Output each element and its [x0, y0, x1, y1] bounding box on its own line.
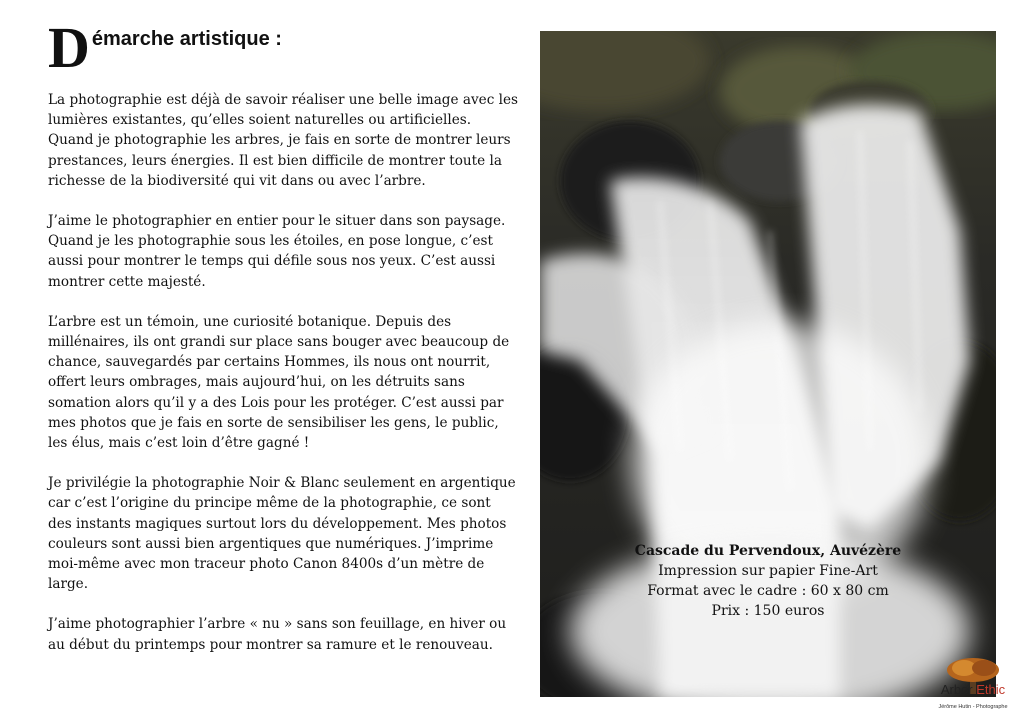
paragraph-5: J’aime photographier l’arbre « nu » sans son feuillage, en hiver ou au début du printemps pour montrer sa ramure et le renouveau.: [48, 616, 507, 653]
caption-title: Cascade du Pervendoux, Auvézère: [634, 543, 902, 559]
caption-print-info: Impression sur papier Fine-Art: [658, 563, 878, 579]
photo-caption: [540, 541, 996, 621]
paragraph-3: L’arbre est un témoin, une curiosité botanique. Depuis des millénaires, ils ont grandi sur place sans bouger avec beaucoup de chance, sauvegardés par certains Hommes, ils nous ont nourrit, offert leurs ombrages, mais aujourd’hui, on les détruits sans somation alors qu’il y a des Lois pour les protéger. C’est aussi par mes photos que je fais en sorte de sensibiliser les gens, le public, les élus, mais c’est loin d’être gagné !: [48, 313, 510, 452]
paragraph-2: J’aime le photographier en entier pour le situer dans son paysage. Quand je les photographie sous les étoiles, en pose longue, c’est aussi pour montrer le temps qui défile sous nos yeux. C’est aussi montrer cette majesté.: [48, 213, 506, 290]
text-column: [48, 15, 518, 675]
logo-name-part2: Ethic: [976, 682, 1006, 697]
title-dropcap: D: [48, 15, 90, 80]
caption-price: Prix : 150 euros: [711, 603, 825, 619]
page-title: [48, 15, 518, 80]
waterfall-photo: [540, 31, 996, 697]
title-text: émarche artistique :: [91, 28, 282, 50]
logo-subtitle: Jérôme Hutin - Photographe: [938, 704, 1008, 710]
brand-logo: [924, 656, 1022, 722]
paragraph-4: Je privilégie la photographie Noir & Blanc seulement en argentique car c’est l’origine du principe même de la photographie, ce sont des instants magiques surtout lors du développement. Mes photos couleurs sont aussi bien argentiques que numériques. J’imprime moi-même avec mon traceur photo Canon 8400s d’un mètre de large.: [48, 475, 516, 593]
caption-format: Format avec le cadre : 60 x 80 cm: [647, 583, 889, 599]
paragraph-1: La photographie est déjà de savoir réaliser une belle image avec les lumières existantes, qu’elles soient naturelles ou artificielles. Quand je photographie les arbres, je fais en sorte de montrer leurs prestances, leurs énergies. Il est bien difficile de montrer toute la richesse de la biodiversité qui vit dans ou avec l’arbre.: [48, 92, 518, 189]
logo-name-part1: Arbor: [940, 682, 973, 697]
